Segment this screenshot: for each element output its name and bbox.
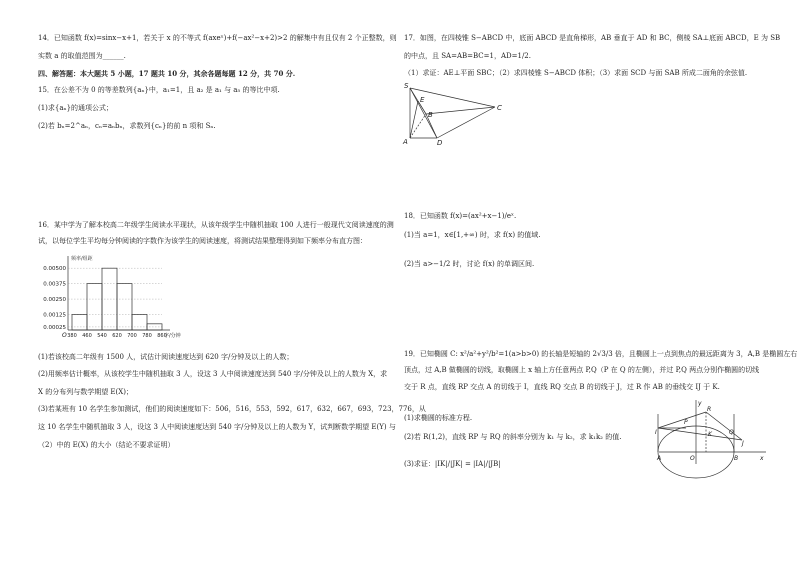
q15-line3: (2)若 bₙ=2^aₙ，cₙ=aₙbₙ，求数列{cₙ}的前 n 项和 Sₙ.	[38, 122, 216, 130]
y-axis-label: 频率/组距	[71, 256, 93, 262]
q19-line6: (3)求证：|IK|/|JK| = |IA|/|JB|	[404, 460, 501, 468]
q14-line2: 实数 a 的取值范围为______.	[38, 52, 126, 60]
x-axis-label: 字/分钟	[164, 333, 181, 339]
q16-line6: (3)若某班有 10 名学生参加测试，他们的阅读速度如下：506，516，553，592，617，632，667，693，723，776，从	[38, 405, 426, 413]
vertex-label-s: S	[404, 82, 409, 90]
origin-label: O	[62, 332, 67, 339]
ellipse-label-b: B	[734, 455, 739, 462]
q16-line8: （2）中的 E(X) 的大小（结论不要求证明）	[38, 441, 175, 449]
histogram-bar	[117, 284, 132, 330]
q16-line5: X 的分布列与数学期望 E(X)；	[38, 388, 133, 396]
histogram-bar	[72, 315, 87, 330]
ellipse-label-j: J	[742, 440, 744, 447]
ellipse-label-o: O	[690, 455, 695, 462]
x-tick-label: 860	[157, 333, 167, 339]
x-tick-label: 540	[97, 333, 107, 339]
vertex-label-e: E	[420, 96, 425, 104]
q15-line2: (1)求{aₙ}的通项公式；	[38, 104, 114, 112]
q16-line2: 试，以每位学生平均每分钟阅读的字数作为该学生的阅读速度，将测试结果整理得到如下频率分布直方图：	[38, 237, 367, 245]
q17-line2: 的中点，且 SA=AB=BC=1，AD=1/2.	[404, 52, 531, 60]
x-tick-label: 380	[67, 333, 77, 339]
q16-line1: 16．某中学为了解本校高二年级学生阅读水平现状，从该年级学生中随机抽取 100 人进行一般现代文阅读速度的测	[38, 221, 394, 229]
q19-line4: (1)求椭圆的标准方程.	[404, 414, 473, 422]
q16-line7: 这 10 名学生中随机抽取 3 人，设这 3 人中阅读速度达到 540 字/分钟及以上的人数为 Y，试判断数学期望 E(Y) 与	[38, 423, 396, 431]
q19-line2: 顶点，过 A,B 做椭圆的切线，取椭圆上 x 轴上方任意两点 P,Q（P 在 Q 的左侧），并过 P,Q 两点分别作椭圆的切线	[404, 366, 760, 374]
vertex-label-d: D	[437, 139, 443, 147]
vertex-label-b: B	[428, 111, 433, 119]
ellipse-label-k: K	[708, 431, 712, 438]
q17-line3: （1）求证：AE⊥平面 SBC；（2）求四棱锥 S−ABCD 体积；（3）求面 SCD 与面 SAB 所成二面角的余弦值.	[404, 69, 748, 77]
q15-line1: 15．在公差不为 0 的等差数列{aₙ}中，a₁=1，且 a₂ 是 a₁ 与 a₅ 的等比中项.	[38, 86, 280, 94]
q16-line4: (2)用频率估计概率，从该校学生中随机抽取 3 人，设这 3 人中阅读速度达到 540 字/分钟及以上的人数为 X，求	[38, 370, 388, 378]
x-tick-label: 700	[127, 333, 137, 339]
vertex-label-a: A	[403, 138, 408, 146]
ellipse-label-y: y	[698, 400, 702, 407]
q18-line1: 18．已知函数 f(x)=(ax²+x−1)/eˣ.	[404, 212, 517, 220]
q19-line5: (2)若 R(1,2)，直线 RP 与 RQ 的斜率分别为 k₁ 与 k₂，求 k₁k₂ 的值.	[404, 433, 622, 441]
q16-line3: (1)若该校高二年级有 1500 人，试估计阅读速度达到 620 字/分钟及以上的人数；	[38, 353, 294, 361]
x-tick-label: 620	[112, 333, 122, 339]
x-tick-label: 780	[142, 333, 152, 339]
histogram-bar	[132, 315, 147, 330]
pyramid-figure	[400, 80, 510, 150]
ellipse-label-x: x	[760, 455, 764, 462]
y-tick-label: 0.00125	[43, 312, 66, 319]
y-tick-label: 0.00375	[43, 281, 66, 288]
q19-line3: 交于 R 点，直线 RP 交点 A 的切线于 I，直线 RQ 交点 B 的切线于 J，过 R 作 AB 的垂线交 IJ 于 K.	[404, 383, 720, 391]
x-tick-label: 460	[82, 333, 92, 339]
q17-line1: 17．如图，在四棱锥 S−ABCD 中，底面 ABCD 是直角梯形，AB 垂直于 AD 和 BC，侧棱 SA⊥底面 ABCD，E 为 SB	[404, 34, 781, 42]
ellipse-label-i: I	[655, 429, 657, 436]
ellipse-label-r: R	[707, 406, 712, 413]
vertex-label-c: C	[497, 104, 502, 112]
q18-line3: (2)当 a>−1/2 时，讨论 f(x) 的单调区间.	[404, 260, 535, 268]
q18-line2: (1)当 a=1，x∈[1,+∞) 时，求 f(x) 的值域.	[404, 231, 541, 239]
histogram-bar	[87, 284, 102, 330]
ellipse-figure	[656, 398, 768, 466]
y-tick-label: 0.00025	[43, 324, 66, 331]
ellipse-label-q: Q	[729, 429, 734, 436]
ellipse-label-a: A	[657, 455, 662, 462]
q14-line1: 14．已知函数 f(x)=sinx−x+1，若关于 x 的不等式 f(axeˣ)+f(−ax²−x+2)>2 的解集中有且仅有 2 个正整数，则	[38, 34, 397, 42]
q19-line1: 19．已知椭圆 C: x²/a²+y²/b²=1(a>b>0) 的长轴是短轴的 2√3/3 倍，且椭圆上一点到焦点的最远距离为 3，A,B 是椭圆左右	[404, 350, 797, 358]
ellipse-label-p: P	[684, 419, 688, 426]
frequency-histogram	[34, 252, 184, 344]
section4-header: 四、解答题：本大题共 5 小题，17 题共 10 分，其余各题每题 12 分，共 70 分.	[38, 69, 296, 78]
y-tick-label: 0.00250	[43, 297, 66, 304]
y-tick-label: 0.00500	[43, 266, 66, 273]
